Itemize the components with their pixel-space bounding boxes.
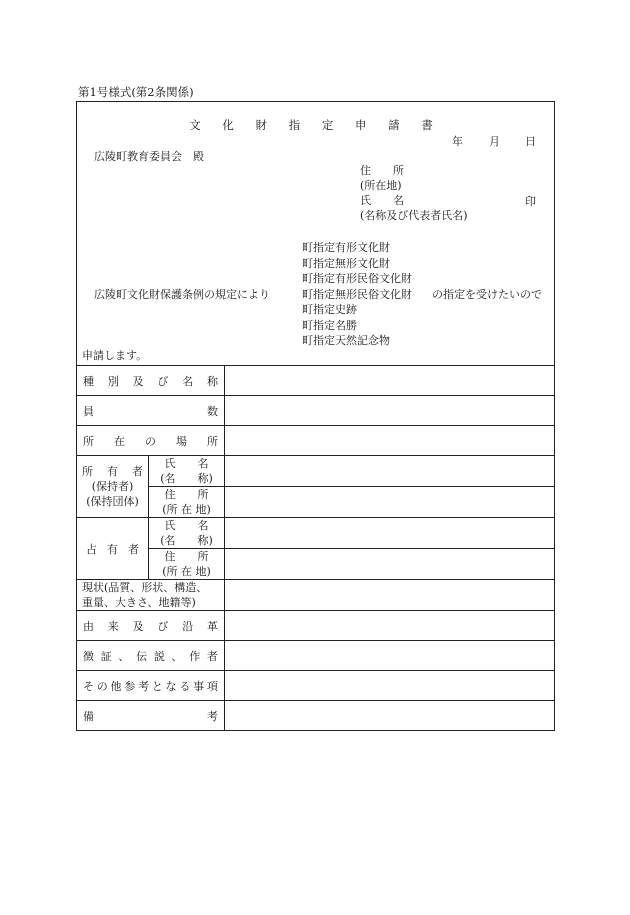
applicant-address-label: 住 所 bbox=[360, 164, 404, 177]
occupant-address-field[interactable] bbox=[225, 549, 555, 580]
applicant-name-alt-label: (名称及び代表者氏名) bbox=[360, 209, 468, 222]
occupant-label: 占 有 者 bbox=[77, 518, 149, 580]
owner-label: 所 有 者 (保持者) (保持団体) bbox=[77, 456, 149, 518]
table-row bbox=[77, 366, 555, 396]
date-month-label: 月 bbox=[489, 135, 500, 148]
remarks-label: 備 考 bbox=[77, 701, 225, 731]
category-item: 町指定有形民俗文化財 bbox=[302, 272, 412, 285]
owner-address-sublabel: 住 所 (所 在 地) bbox=[149, 487, 225, 518]
location-label: 所 在 の 場 所 bbox=[77, 426, 225, 456]
other-reference-label: そ の 他 参 考 と な る 事 項 bbox=[77, 671, 225, 701]
other-reference-field[interactable] bbox=[225, 671, 555, 701]
applicant-address-alt-label: (所在地) bbox=[360, 179, 402, 192]
kind-name-field[interactable] bbox=[225, 366, 555, 396]
category-item: 町指定有形文化財 bbox=[302, 241, 390, 254]
owner-name-sublabel: 氏 名 (名 称) bbox=[149, 456, 225, 487]
occupant-name-field[interactable] bbox=[225, 518, 555, 549]
location-field[interactable] bbox=[225, 426, 555, 456]
table-row bbox=[77, 456, 555, 487]
status-label: 現状(品質、形状、構造、 重量、大きさ、地籍等) bbox=[77, 580, 225, 611]
table-row bbox=[77, 487, 555, 518]
count-field[interactable] bbox=[225, 396, 555, 426]
history-field[interactable] bbox=[225, 611, 555, 641]
seal-label: 印 bbox=[525, 195, 536, 208]
category-item: 町指定無形民俗文化財 bbox=[302, 287, 412, 301]
applicant-name-label: 氏 名 bbox=[360, 194, 404, 207]
application-form-table bbox=[76, 365, 555, 731]
table-row bbox=[77, 701, 555, 731]
applicant-block bbox=[360, 163, 468, 223]
occupant-address-sublabel: 住 所 (所 在 地) bbox=[149, 549, 225, 580]
form-number-label: 第1号様式(第2条関係) bbox=[78, 85, 194, 99]
table-row bbox=[77, 518, 555, 549]
category-item: 町指定無形文化財 bbox=[302, 256, 390, 270]
occupant-name-sublabel: 氏 名 (名 称) bbox=[149, 518, 225, 549]
table-row bbox=[77, 426, 555, 456]
request-suffix-text: の指定を受けたいので bbox=[432, 288, 542, 301]
category-item: 町指定天然記念物 bbox=[302, 334, 390, 347]
table-row bbox=[77, 641, 555, 671]
count-label: 員 数 bbox=[77, 396, 225, 426]
application-header-box bbox=[76, 101, 555, 365]
category-item: 町指定名勝 bbox=[302, 318, 357, 332]
table-row bbox=[77, 396, 555, 426]
evidence-label: 徴 証 、 伝 説 、 作 者 bbox=[77, 641, 225, 671]
addressee: 広陵町教育委員会 殿 bbox=[94, 150, 204, 163]
category-item: 町指定史跡 bbox=[302, 303, 357, 316]
date-year-label: 年 bbox=[452, 135, 463, 148]
document-title: 文 化 財 指 定 申 請 書 bbox=[189, 118, 442, 132]
status-field[interactable] bbox=[225, 580, 555, 611]
closing-text: 申請します。 bbox=[82, 349, 148, 362]
table-row bbox=[77, 611, 555, 641]
table-row bbox=[77, 671, 555, 701]
table-row bbox=[77, 580, 555, 611]
table-row bbox=[77, 549, 555, 580]
date-day-label: 日 bbox=[525, 135, 536, 148]
history-label: 由 来 及 び 沿 革 bbox=[77, 611, 225, 641]
kind-name-label: 種 別 及 び 名 称 bbox=[77, 366, 225, 396]
owner-name-field[interactable] bbox=[225, 456, 555, 487]
ordinance-text: 広陵町文化財保護条例の規定により bbox=[94, 288, 270, 301]
owner-address-field[interactable] bbox=[225, 487, 555, 518]
evidence-field[interactable] bbox=[225, 641, 555, 671]
remarks-field[interactable] bbox=[225, 701, 555, 731]
designation-category-list bbox=[302, 240, 412, 349]
